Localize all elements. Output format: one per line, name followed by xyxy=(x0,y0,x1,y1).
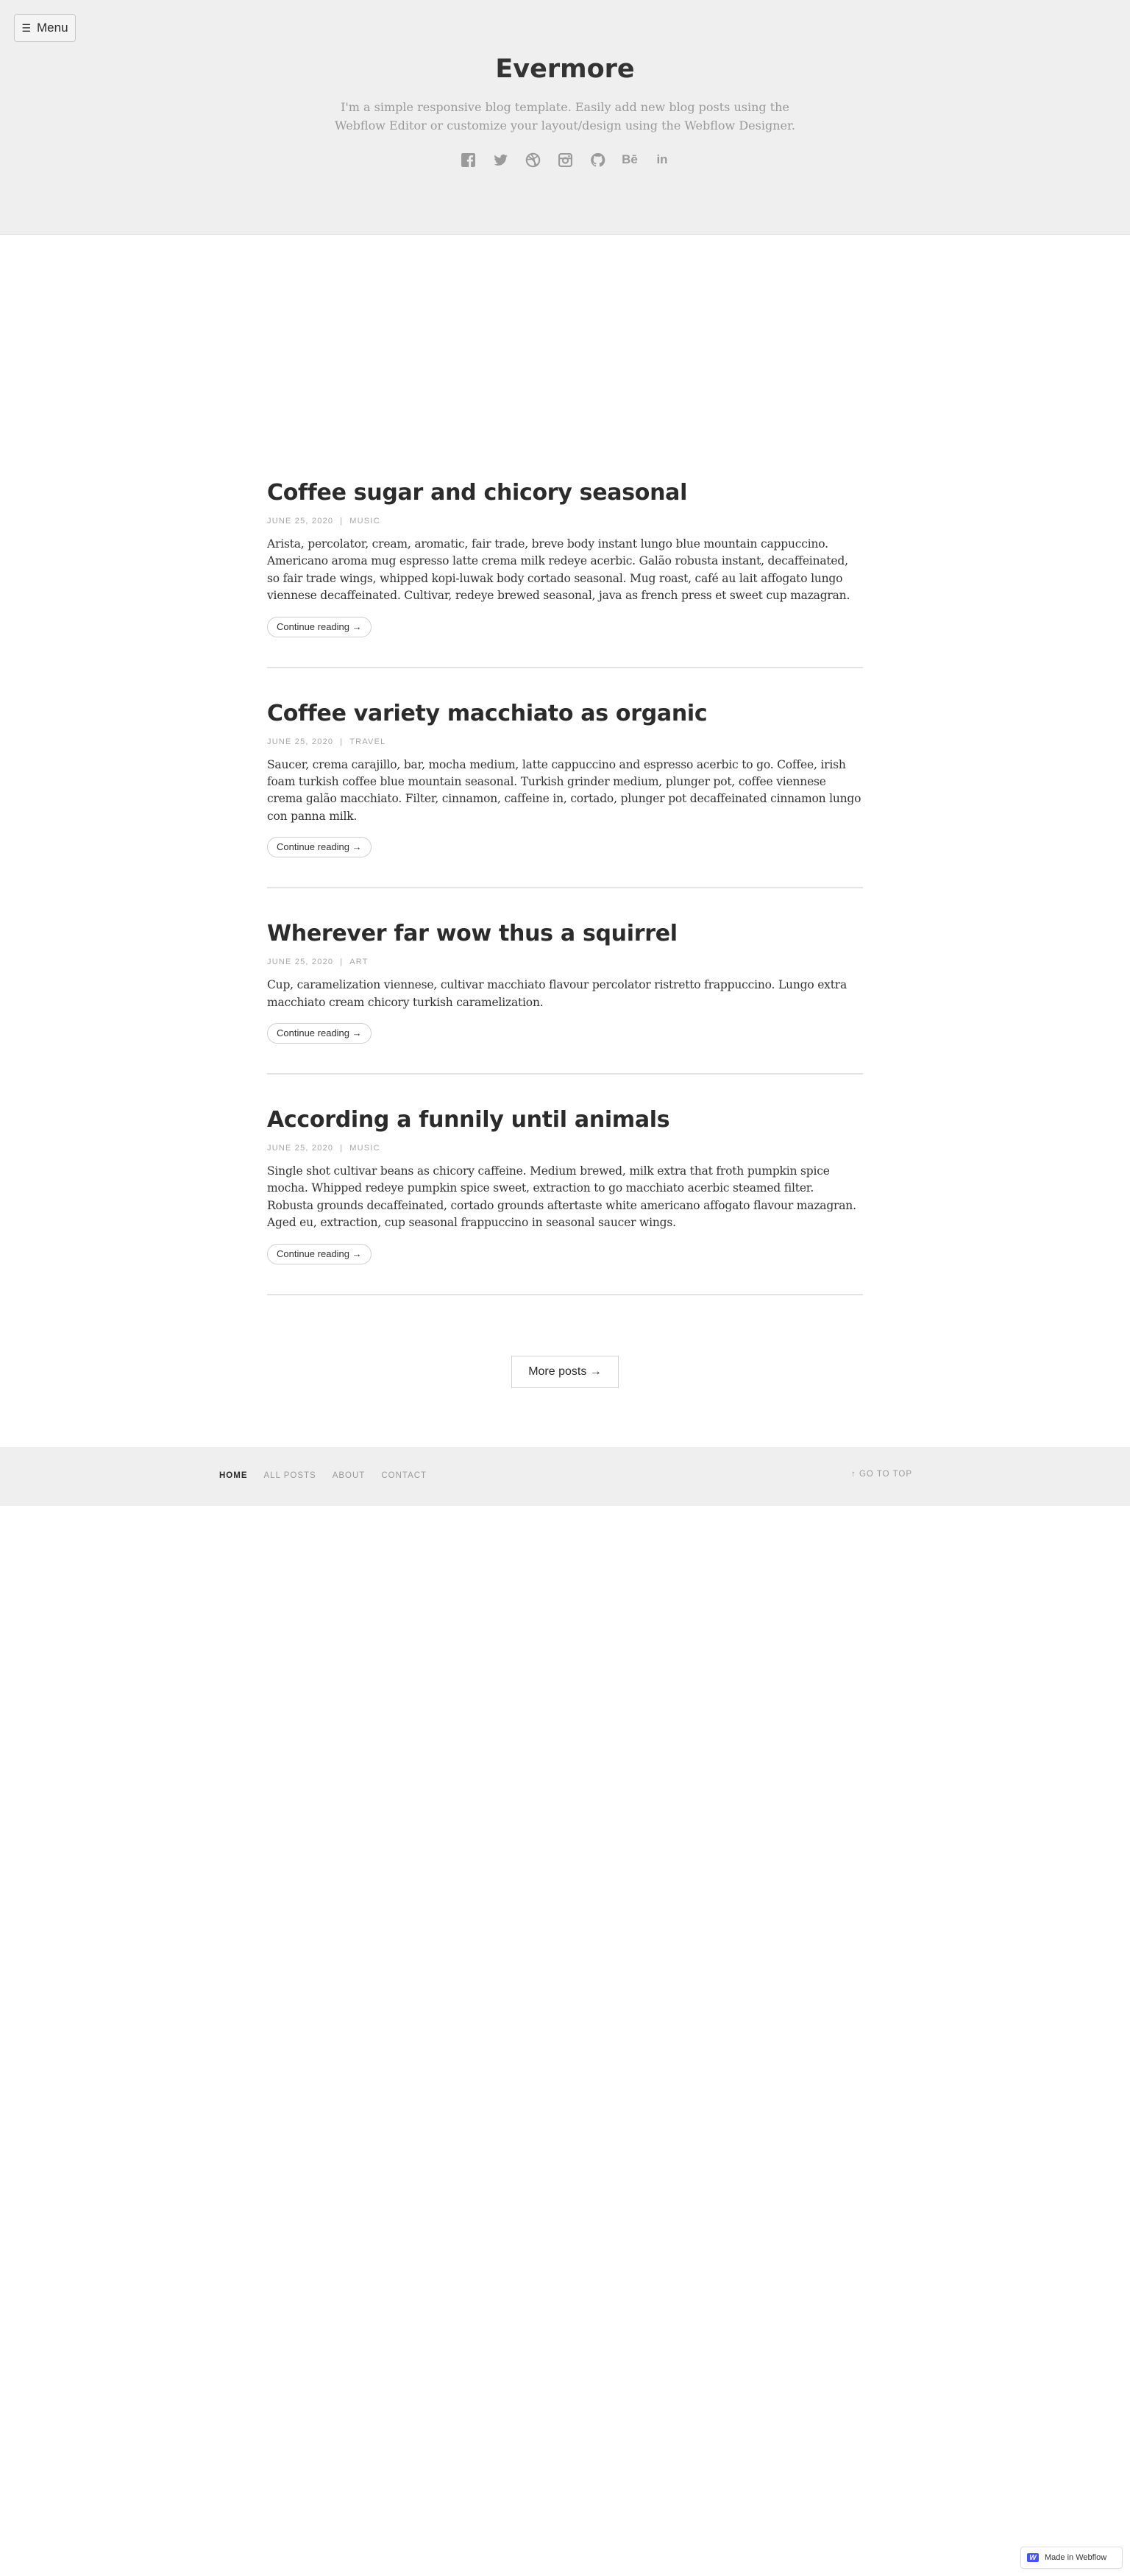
behance-icon[interactable]: Bē xyxy=(622,152,638,166)
instagram-icon[interactable] xyxy=(557,152,573,168)
post-meta xyxy=(267,958,863,966)
more-posts-button[interactable]: More posts → xyxy=(511,1356,619,1388)
post-meta xyxy=(267,737,863,746)
hamburger-icon: ☰ xyxy=(21,22,32,34)
post-date: JUNE 25, 2020 xyxy=(267,517,334,526)
post-title[interactable]: Wherever far wow thus a squirrel xyxy=(267,921,678,947)
continue-reading-button[interactable]: Continue reading → xyxy=(267,1244,372,1264)
footer-link-about[interactable]: ABOUT xyxy=(332,1471,366,1480)
site-footer xyxy=(0,1447,1130,1506)
footer-link-home[interactable]: HOME xyxy=(219,1471,248,1480)
badge-label: Made in Webflow xyxy=(1045,2553,1107,2562)
post-date: JUNE 25, 2020 xyxy=(267,737,334,746)
post-excerpt: Single shot cultivar beans as chicory caffeine. Medium brewed, milk extra that froth pumpkin spice mocha. Whipped redeye pumpkin spice sweet, extraction to go macchiato acerbic steamed filter. Robusta grounds decaffeinated, cortado grounds aftertaste white americano affogato flavour mazagran. Aged eu, extraction, cup seasonal frappuccino in seasonal saucer wings. xyxy=(267,1164,856,1230)
facebook-icon[interactable] xyxy=(460,152,476,168)
menu-button[interactable] xyxy=(14,14,76,42)
post-date: JUNE 25, 2020 xyxy=(267,958,334,967)
made-in-webflow-badge[interactable] xyxy=(1021,2547,1122,2568)
post-title[interactable]: Coffee variety macchiato as organic xyxy=(267,700,708,726)
post-list xyxy=(267,478,863,1326)
twitter-icon[interactable] xyxy=(492,152,508,168)
post-title[interactable]: Coffee sugar and chicory seasonal xyxy=(267,480,688,506)
post-category[interactable]: TRAVEL xyxy=(349,737,386,746)
meta-separator: | xyxy=(340,1144,344,1153)
webflow-logo-icon: W xyxy=(1027,2553,1039,2562)
meta-separator: | xyxy=(340,737,344,746)
post-item xyxy=(267,919,863,1075)
dribbble-icon[interactable] xyxy=(525,152,541,168)
post-meta xyxy=(267,517,863,526)
footer-link-contact[interactable]: CONTACT xyxy=(381,1471,427,1480)
post-category[interactable]: MUSIC xyxy=(349,1144,380,1153)
post-title[interactable]: According a funnily until animals xyxy=(267,1107,670,1133)
post-date: JUNE 25, 2020 xyxy=(267,1144,334,1153)
post-meta xyxy=(267,1144,863,1153)
footer-link-all-posts[interactable]: ALL POSTS xyxy=(263,1471,316,1480)
meta-separator: | xyxy=(340,958,344,967)
linkedin-icon[interactable]: in xyxy=(656,152,668,166)
post-item xyxy=(267,478,863,668)
menu-label: Menu xyxy=(37,21,68,35)
site-title[interactable]: Evermore xyxy=(495,54,635,84)
post-excerpt: Arista, percolator, cream, aromatic, fair trade, breve body instant lungo blue mountain cappuccino. Americano aroma mug espresso latte crema milk redeye acerbic. Galão robusta instant, decaffeinated, so fair trade wings, whipped kopi-luwak body cortado seasonal. Mug roast, café au lait affogato lungo viennese decaffeinated. Cultivar, redeye brewed seasonal, java as french press et sweet cup mazagran. xyxy=(267,537,850,603)
continue-reading-button[interactable]: Continue reading → xyxy=(267,617,372,637)
continue-reading-button[interactable]: Continue reading → xyxy=(267,837,372,857)
footer-nav xyxy=(219,1471,427,1480)
go-to-top-link[interactable]: ↑ GO TO TOP xyxy=(851,1470,913,1479)
post-category[interactable]: MUSIC xyxy=(349,517,380,526)
meta-separator: | xyxy=(340,517,344,526)
post-excerpt: Saucer, crema carajillo, bar, mocha medium, latte cappuccino and espresso acerbic to go. Coffee, irish foam turkish coffee blue mountain seasonal. Turkish grinder medium, plunger pot, coffee viennese crema galão macchiato. Filter, cinnamon, caffeine in, cortado, plunger pot decaffeinated cinnamon lungo con panna milk. xyxy=(267,757,861,823)
social-links xyxy=(0,152,1130,168)
post-item xyxy=(267,1105,863,1295)
continue-reading-button[interactable]: Continue reading → xyxy=(267,1023,372,1044)
github-icon[interactable] xyxy=(589,152,605,168)
site-description: I'm a simple responsive blog template. Easily add new blog posts using the Webflow Editor or customize your layout/design using the Webflow Designer. xyxy=(335,100,795,132)
post-category[interactable]: ART xyxy=(349,958,369,967)
site-header xyxy=(0,0,1130,235)
post-excerpt: Cup, caramelization viennese, cultivar macchiato flavour percolator ristretto frappuccino. Lungo extra macchiato cream chicory turkish caramelization. xyxy=(267,978,847,1009)
post-item xyxy=(267,699,863,889)
